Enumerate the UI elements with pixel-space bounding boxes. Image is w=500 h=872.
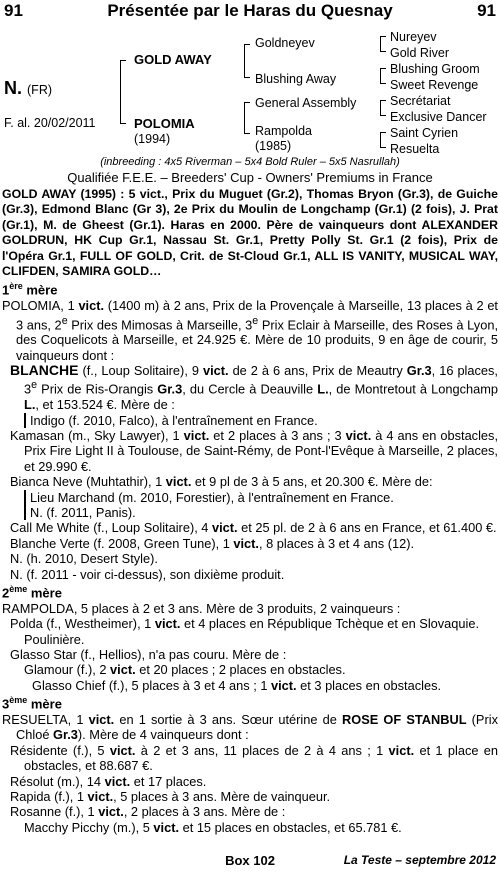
bracket — [244, 44, 250, 78]
lot-number-left: 91 — [4, 1, 23, 20]
section-heading-first-dam: 1ère mère — [2, 281, 58, 298]
dam-entry-polomia: POLOMIA, 1 vict. (1400 m) à 2 ans, Prix de la Provençale à Marseille, 13 places à 2 et 3 ans, 2e Prix des Mimosas à Marseille, 3e Prix Eclair à Marseille, des Roses à Lyon, des Coquelicots à Marseille, et 24.925 €. Mère de 10 produits, 9 en âge de courir, 5 vainqueurs dont : — [2, 298, 498, 363]
grandsire-1: Goldneyev — [255, 36, 315, 50]
dam-year: (1994) — [134, 132, 171, 146]
pedigree-table — [4, 30, 496, 156]
produce-entry-n-2010: N. (h. 2010, Desert Style). — [10, 551, 158, 567]
dam-entry-rampolda: RAMPOLDA, 5 places à 2 et 3 ans. Mère de 3 produits, 2 vainqueurs : — [2, 600, 401, 616]
produce-entry-glamour: Glamour (f.), 2 vict. et 20 places ; 2 places en obstacles. — [24, 662, 346, 678]
sire-name: GOLD AWAY — [134, 52, 212, 67]
catalogue-body — [2, 187, 498, 835]
sire-description: GOLD AWAY (1995) : 5 vict., Prix du Muguet (Gr.2), Thomas Bryon (Gr.3), de Guiche (Gr.3), Edmond Blanc (Gr 3), 2e Prix du Moulin de Longchamp (Gr.1) (2 fois), J. Prat (Gr.1), M. de Gheest (Gr.1). Haras en 2000. Père de vainqueurs dont ALEXANDER GOLDRUN, HK Cup Gr.1, Nassau St. Gr.1, Pretty Polly St. Gr.1 (2 fois), Prix de l'Opéra Gr.1, FULL OF GOLD, Crit. de St-Cloud Gr.1, ALL IS VANITY, MUSICAL WAY, CLIFDEN, SAMIRA GOLD… — [2, 187, 498, 279]
produce-entry-macchy-picchy: Macchy Picchy (m.), 5 vict. et 15 places en obstacles, et 65.781 €. — [24, 819, 402, 835]
dam-entry-resuelta: RESUELTA, 1 vict. en 1 sortie à 3 ans. Sœur utérine de ROSE OF STANBUL (Prix Chloé Gr.3). Mère de 4 vainqueurs dont : — [2, 711, 498, 743]
bracket — [380, 132, 386, 148]
ggs-5: Secrétariat — [390, 94, 451, 108]
produce-entry-rosanne: Rosanne (f.), 1 vict., 2 places à 3 ans. Mère de : — [10, 804, 286, 820]
produce-entry-residente: Résidente (f.), 5 vict. à 2 et 3 ans, 11 places de 2 à 4 ans ; 1 vict. et 1 place en obstacles, et 88.687 €. — [10, 742, 498, 774]
produce-entry-glasso-star: Glasso Star (f., Hellios), n'a pas couru. Mère de : — [10, 646, 287, 662]
bracket — [380, 100, 386, 116]
page-footer — [4, 853, 496, 869]
ggs-6: Exclusive Dancer — [390, 110, 487, 124]
box-number: Box 102 — [225, 853, 275, 868]
grandsire-3: General Assembly — [255, 96, 357, 110]
produce-entry-n-2011: N. (f. 2011 - voir ci-dessus), son dixième produit. — [10, 566, 285, 582]
bracket — [380, 36, 386, 52]
produce-entry-kamasan: Kamasan (m., Sky Lawyer), 1 vict. et 2 places à 3 ans ; 3 vict. à 4 ans en obstacles, Prix Fire Light II à Toulouse, de Saint-Rémy, de Pont-l'Evêque à Marseille, 2 places, et 29.990 €. — [10, 427, 498, 474]
produce-entry-call-me-white: Call Me White (f., Loup Solitaire), 4 vict. et 25 pl. de 2 à 6 ans en France, et 61.400 €. — [10, 520, 497, 536]
sale-place-date: La Teste – septembre 2012 — [343, 853, 496, 867]
produce-entry-lieu-marchand: Lieu Marchand (m. 2010, Forestier), à l'entraînement en France. — [24, 490, 498, 505]
produce-entry-blanche: BLANCHE (f., Loup Solitaire), 9 vict. de 2 à 6 ans, Prix de Meautry Gr.3, 16 places, 3e Prix de Ris-Orangis Gr.3, du Cercle à Deauville L., de Montretout à Longchamp L., et 153.524 €. Mère de : — [10, 362, 498, 413]
grandsire-4: Rampolda — [255, 124, 312, 138]
bracket — [120, 60, 126, 124]
ggs-4: Sweet Revenge — [390, 78, 479, 92]
lot-number-right: 91 — [477, 1, 496, 20]
ggs-2: Gold River — [390, 46, 450, 60]
inbreeding-note: (inbreeding : 4x5 Riverman – 5x4 Bold Ruler – 5x5 Nasrullah) — [100, 156, 400, 168]
grandsire-4-year: (1985) — [255, 139, 292, 153]
page-title: Présentée par le Haras du Quesnay — [107, 1, 393, 20]
ggs-8: Resuelta — [390, 142, 440, 156]
produce-entry-glasso-chief: Glasso Chief (f.), 5 places à 3 et 4 ans ; 1 vict. et 3 places en obstacles. — [32, 677, 442, 693]
produce-entry-blanche-verte: Blanche Verte (f. 2008, Green Tune), 1 vict., 8 places à 3 et 4 ans (12). — [10, 535, 415, 551]
produce-entry-bianca-neve: Bianca Neve (Muhtathir), 1 vict. et 9 pl de 3 à 5 ans, et 20.300 €. Mère de: — [10, 474, 433, 490]
qualification-note: Qualifiée F.E.E. – Breeders' Cup - Owners' Premiums in France — [67, 170, 433, 185]
ggs-1: Nureyev — [390, 30, 437, 44]
ggs-7: Saint Cyrien — [390, 126, 459, 140]
section-heading-second-dam: 2ème mère — [2, 584, 62, 601]
produce-entry-resolut: Résolut (m.), 14 vict. et 17 places. — [10, 773, 207, 789]
dam-name: POLOMIA — [134, 116, 195, 131]
horse-name: N. (FR) — [4, 78, 53, 98]
grandsire-2: Blushing Away — [255, 72, 337, 86]
produce-entry-polda: Polda (f., Westheimer), 1 vict. et 4 places en République Tchèque et en Slovaquie. Poulinière. — [10, 616, 480, 647]
produce-entry-rapida: Rapida (f.), 1 vict., 5 places à 3 ans. Mère de vainqueur. — [10, 788, 331, 804]
bracket — [244, 102, 250, 134]
page-header — [4, 0, 496, 24]
produce-entry-indigo: Indigo (f. 2010, Falco), à l'entraînement en France. — [24, 413, 498, 428]
section-heading-third-dam: 3ème mère — [2, 695, 62, 712]
produce-entry-n-2011-panis: N. (f. 2011, Panis). — [24, 505, 498, 520]
horse-info: F. al. 20/02/2011 — [4, 116, 96, 130]
bracket — [380, 68, 386, 84]
ggs-3: Blushing Groom — [390, 62, 480, 76]
